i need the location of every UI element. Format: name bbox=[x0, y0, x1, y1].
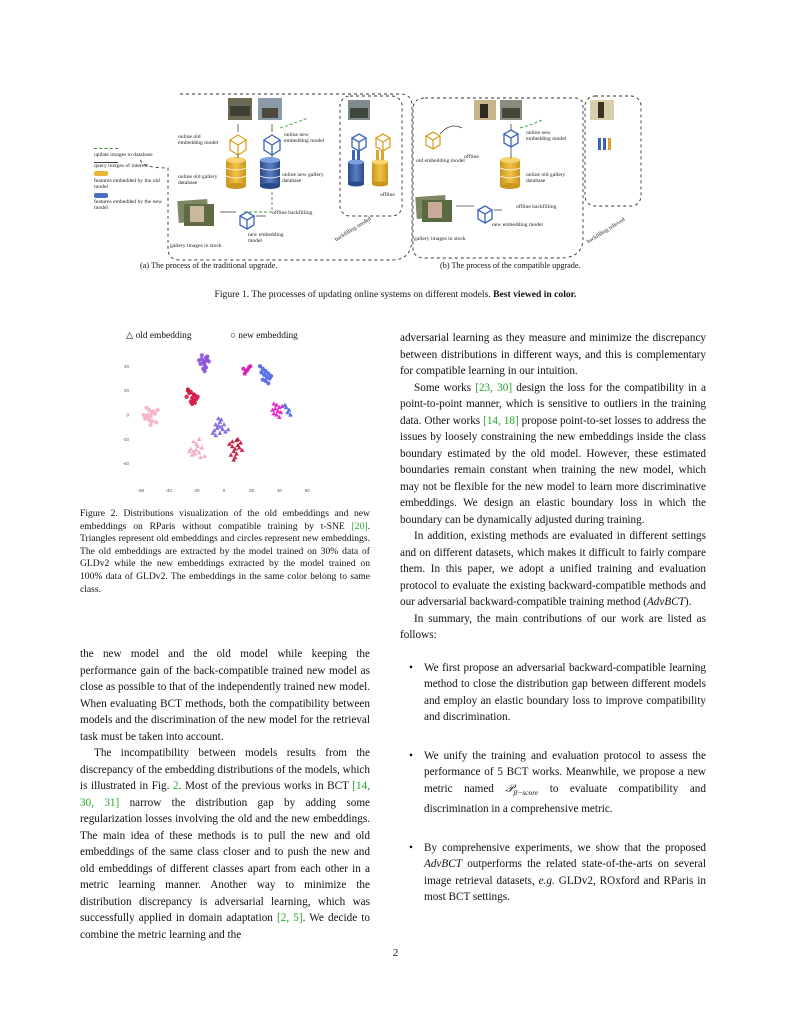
scatter-point bbox=[222, 422, 227, 426]
y-tick-label: -20 bbox=[122, 436, 129, 442]
scatter-point bbox=[197, 437, 202, 441]
x-tick-label: 60 bbox=[304, 488, 310, 493]
y-tick-label: -40 bbox=[122, 461, 129, 467]
scatter-point bbox=[187, 391, 191, 395]
citation-link[interactable]: [14, 30, 31] bbox=[80, 780, 371, 809]
paragraph: In summary, the main contributions of our work are listed as follows: bbox=[400, 612, 706, 641]
figure-1 bbox=[80, 88, 680, 278]
feature-bars-relieved bbox=[598, 138, 611, 150]
right-column-body bbox=[400, 330, 706, 928]
scatter-point bbox=[186, 387, 190, 391]
list-item: • We unify the training and evaluation protocol to assess the performance of 5 BCT works. Meanwhile, we propose a new metric named 𝒫$_{\beta-score}$ to evaluate compatibility and discrimination in a comprehensive metric. bbox=[400, 748, 706, 818]
x-tick-label: 20 bbox=[249, 488, 255, 493]
label-offline: offline bbox=[380, 192, 395, 198]
list-item: • By comprehensive experiments, we show that the proposed AdvBCT outperforms the related state-of-the-arts on several image retrieval datasets, e.g. GLDv2, ROxford and RParis in most BCT settings. bbox=[400, 840, 706, 906]
scatter-point bbox=[261, 378, 265, 382]
scatter-point bbox=[207, 359, 211, 363]
citation-link[interactable]: [14, 18] bbox=[483, 414, 519, 427]
scatter-point bbox=[269, 374, 273, 378]
circle-icon: ○ bbox=[230, 331, 236, 341]
scatter-point bbox=[271, 411, 276, 415]
paragraph: The incompatibility between models results from the discrepancy of the embedding distributions of the models, which is illustrated in Fig. 2. Most of the previous works in BCT [14, 30, 31] narrow the distribution gap by adding some regularization losses involving the old and the new embeddings. The main idea of these methods is to pull the new and old embeddings of the same class closer and to push the new and old embeddings of different classes apart from each other in a metric learning manner. Another way to minimize the distribution discrepancy is adversarial learning, which was successfully applied in domain adaptation [2, 5]. We decide to combine the metric learning and the bbox=[80, 747, 371, 941]
label-old-gallery-db: online old gallery database bbox=[178, 174, 218, 187]
new-gallery-database bbox=[260, 157, 280, 189]
left-column-body bbox=[80, 646, 370, 943]
y-tick-label: 0 bbox=[126, 412, 129, 418]
label-backfilling-relieved: backfilling relieved bbox=[586, 216, 627, 246]
feature-bars-old bbox=[352, 150, 384, 160]
figure-1-legend: update images to database query images of interest features embedded by the old model features embedded by the new model bbox=[94, 146, 166, 212]
scatter-point bbox=[283, 403, 288, 407]
figure-1-diagram bbox=[80, 88, 680, 278]
offline-new-database bbox=[348, 160, 364, 187]
label-online-new-model-right: online new embedding model bbox=[526, 130, 567, 143]
scatter-point bbox=[226, 427, 231, 431]
scatter-point bbox=[154, 420, 158, 424]
scatter-point bbox=[200, 353, 204, 357]
scatter-point bbox=[149, 423, 153, 427]
scatter-point bbox=[243, 371, 247, 375]
citation-link[interactable]: [23, 30] bbox=[475, 381, 513, 394]
scatter-point bbox=[203, 369, 207, 373]
x-tick-label: 0 bbox=[222, 488, 226, 493]
citation-link[interactable]: [2, 5] bbox=[277, 912, 303, 924]
x-tick-label: -40 bbox=[165, 488, 172, 493]
scatter-point bbox=[258, 364, 262, 368]
scatter-point bbox=[191, 439, 196, 443]
x-tick-label: -60 bbox=[137, 488, 145, 493]
page-number: 2 bbox=[392, 947, 399, 959]
scatter-point bbox=[196, 395, 200, 399]
scatter-point bbox=[198, 455, 203, 459]
scatter-point bbox=[238, 440, 243, 444]
citation-link[interactable]: [20] bbox=[351, 520, 368, 532]
scatter-point bbox=[266, 381, 270, 385]
label-gallery-stock: gallery images in stock bbox=[170, 243, 222, 249]
figure-1a-caption: (a) The process of the traditional upgrade. bbox=[140, 261, 278, 270]
label-offline-backfilling: offline backfilling bbox=[272, 210, 313, 216]
tsne-scatter-plot bbox=[122, 344, 318, 494]
figure-2-legend: △ old embedding ○ new embedding bbox=[126, 331, 298, 341]
scatter-point bbox=[198, 362, 202, 366]
figure-1-caption: Figure 1. The processes of updating online systems on different models. Best viewed in color. bbox=[214, 289, 577, 300]
list-item: • We first propose an adversarial backward-compatible learning method to close the distribution gap between different models and employ an elastic boundary loss to improve compatibility and discrimination. bbox=[400, 660, 706, 726]
figure-2-caption: Figure 2. Distributions visualization of the old embeddings and new embeddings on RParis without compatible training by t-SNE [20]. Triangles represent old embeddings and circles represent new embeddings. The old embeddings are extracted by the model trained on 30% data of GLDv2 while the new embeddings extracted by the model trained on 100% data of GLDv2. The embeddings in the same color belong to same class. bbox=[80, 508, 370, 595]
label-old-embedding-model: old embedding model bbox=[416, 158, 465, 164]
scatter-point bbox=[153, 412, 157, 416]
scatter-point bbox=[205, 354, 209, 358]
label-offline-backfilling-right: offline backfilling bbox=[516, 204, 557, 210]
paragraph: the new model and the old model while keeping the performance gain of the back-compatible trained new model as close as possible to that of the independently trained new model. When evaluating BCT methods, both the compatibility between models and the discrimination of the new model for the retrieval task must be taken into account. bbox=[80, 648, 370, 743]
scatter-point bbox=[142, 413, 146, 417]
contributions-list bbox=[400, 660, 706, 906]
scatter-point bbox=[149, 414, 153, 418]
offline-old-database bbox=[372, 160, 388, 187]
scatter-point bbox=[259, 370, 263, 374]
old-model-cube bbox=[230, 135, 246, 155]
scatter-point bbox=[155, 408, 159, 412]
new-model-cube bbox=[264, 135, 280, 155]
label-offline-right: offline bbox=[464, 154, 479, 160]
paragraph: adversarial learning as they measure and minimize the discrepancy between distributions in different ways, and this is complementary for compatible learning in our intuition. bbox=[400, 332, 706, 377]
scatter-point bbox=[185, 395, 189, 399]
triangle-icon: △ bbox=[126, 331, 134, 341]
label-new-gallery-db: online new gallery database bbox=[282, 172, 324, 185]
label-online-new-model: online new embedding model bbox=[284, 132, 325, 145]
label-new-embedding-model-right: new embedding model bbox=[492, 222, 543, 228]
label-gallery-db-right: online old gallery database bbox=[526, 172, 566, 185]
scatter-point bbox=[199, 445, 204, 449]
x-tick-label: -20 bbox=[193, 488, 200, 493]
scatter-point bbox=[217, 431, 222, 435]
scatter-point bbox=[197, 358, 201, 362]
paragraph: In addition, existing methods are evaluated in different settings and on different datasets, which makes it difficult to fairly compare them. In this paper, we adopt a unified training and evaluation protocol to evaluate the existing backward-compatible methods and our adversarial backward-compatible training method (AdvBCT). bbox=[400, 530, 706, 608]
compatible-gallery-database bbox=[500, 157, 520, 189]
y-tick-label: 20 bbox=[123, 388, 129, 394]
scatter-point bbox=[202, 454, 207, 458]
y-tick-label: 40 bbox=[123, 363, 129, 369]
figure-link[interactable]: 2 bbox=[173, 780, 179, 792]
scatter-point bbox=[248, 364, 252, 368]
old-gallery-database bbox=[226, 157, 246, 189]
scatter-point bbox=[230, 439, 235, 443]
figure-1b-caption: (b) The process of the compatible upgrade. bbox=[440, 261, 581, 270]
scatter-point bbox=[194, 448, 199, 452]
label-new-embedding-model: new embedding model bbox=[248, 232, 284, 245]
label-online-old-model: online old embedding model bbox=[178, 134, 219, 147]
paragraph: Some works [23, 30] design the loss for the compatibility in a point-to-point manner, which is sensitive to outliers in the training data. Other works [14, 18] propose point-to-set losses to address the issues by loosely constraining the new embeddings inside the class boundary estimated by the old model. However, these estimated boundaries remain constant when training the new model, which may not be flexible for the new model to learn more discriminative embeddings. We design an elastic boundary loss in which the boundary can be dynamically adjusted during training. bbox=[400, 381, 707, 526]
scatter-point bbox=[245, 368, 249, 372]
x-tick-label: 40 bbox=[276, 488, 282, 493]
scatter-point bbox=[190, 402, 194, 406]
label-backfilling-needed: backfilling needed bbox=[334, 216, 373, 244]
scatter-point bbox=[229, 453, 234, 457]
label-gallery-stock-right: gallery images in stock bbox=[414, 236, 466, 242]
